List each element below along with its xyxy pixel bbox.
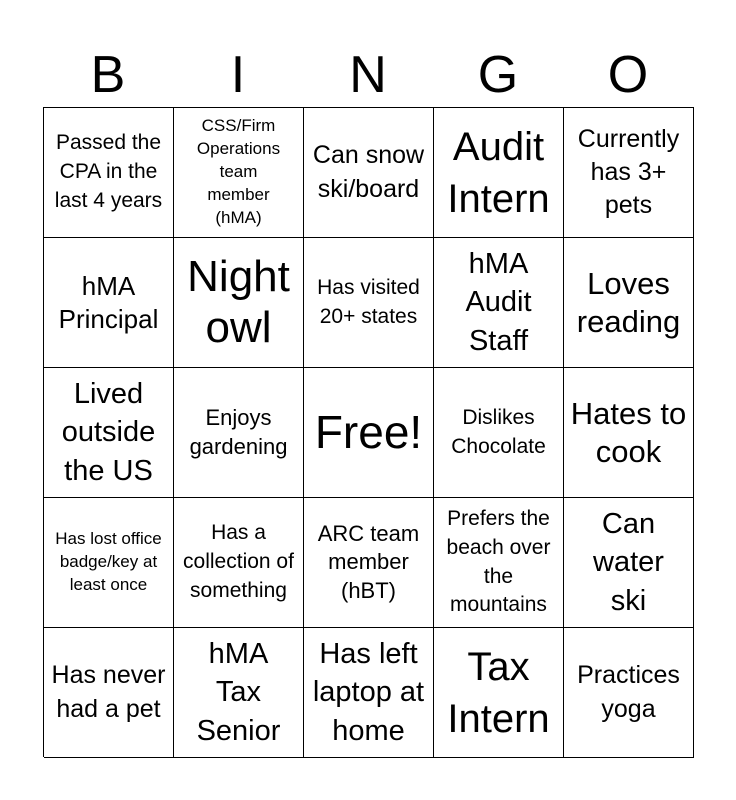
bingo-cell-r4-c4[interactable] (434, 498, 564, 628)
bingo-cell-r1-c5[interactable] (564, 108, 694, 238)
cell-text: Prefers the beach over the mountains (446, 506, 551, 617)
cell-text: Can snow ski/board (312, 141, 425, 203)
header-letter-b: B (90, 46, 126, 104)
header-letter-n: N (349, 46, 387, 104)
bingo-cell-r2-c1[interactable] (44, 238, 174, 368)
cell-text: Currently has 3+ pets (577, 124, 680, 220)
cell-text: Hates to cook (570, 396, 687, 469)
header-letter-i: I (230, 46, 246, 104)
bingo-cell-r5-c4[interactable] (434, 628, 564, 758)
bingo-cell-r5-c3[interactable] (304, 628, 434, 758)
bingo-cell-r5-c1[interactable] (44, 628, 174, 758)
bingo-cell-r5-c5[interactable] (564, 628, 694, 758)
cell-text: Night owl (187, 251, 290, 352)
cell-text: CSS/Firm Operations team member (hMA) (196, 116, 281, 227)
bingo-cell-r2-c4[interactable] (434, 238, 564, 368)
cell-text: hMA Principal (58, 271, 159, 334)
bingo-cell-r1-c1[interactable] (44, 108, 174, 238)
cell-text: Practices yoga (577, 661, 680, 723)
cell-text: Can water ski (593, 508, 664, 617)
bingo-header (43, 44, 693, 106)
bingo-cell-r2-c3[interactable] (304, 238, 434, 368)
cell-text: hMA Tax Senior (196, 638, 281, 747)
bingo-cell-r1-c3[interactable] (304, 108, 434, 238)
bingo-cell-r3-c3[interactable] (304, 368, 434, 498)
header-letter-g: G (477, 46, 519, 104)
cell-text: Has visited 20+ states (317, 275, 420, 328)
cell-text: Tax Intern (447, 644, 550, 741)
header-letter-o: O (607, 46, 649, 104)
cell-text: ARC team member (hBT) (317, 520, 420, 603)
cell-text: Passed the CPA in the last 4 years (54, 131, 163, 212)
cell-text: Has lost office badge/key at least once (55, 529, 162, 594)
cell-text: Enjoys gardening (189, 404, 288, 459)
cell-text: Has left laptop at home (312, 638, 425, 747)
cell-text: Has a collection of something (183, 521, 294, 602)
bingo-cell-r1-c2[interactable] (174, 108, 304, 238)
bingo-cell-r3-c2[interactable] (174, 368, 304, 498)
bingo-cell-r3-c5[interactable] (564, 368, 694, 498)
cell-text: Dislikes Chocolate (451, 405, 546, 458)
cell-text: Loves reading (576, 266, 681, 339)
bingo-cell-r4-c2[interactable] (174, 498, 304, 628)
cell-text: Free! (314, 405, 423, 458)
bingo-cell-r1-c4[interactable] (434, 108, 564, 238)
cell-text: Has never had a pet (51, 661, 166, 723)
bingo-cell-r3-c4[interactable] (434, 368, 564, 498)
bingo-cell-r2-c5[interactable] (564, 238, 694, 368)
cell-text: hMA Audit Staff (465, 248, 532, 357)
bingo-cell-r4-c5[interactable] (564, 498, 694, 628)
bingo-cell-r4-c3[interactable] (304, 498, 434, 628)
cell-text: Lived outside the US (61, 378, 156, 487)
bingo-cell-r2-c2[interactable] (174, 238, 304, 368)
cell-text: Audit Intern (447, 124, 550, 221)
bingo-cell-r4-c1[interactable] (44, 498, 174, 628)
bingo-card (43, 107, 694, 757)
bingo-cell-r3-c1[interactable] (44, 368, 174, 498)
bingo-cell-r5-c2[interactable] (174, 628, 304, 758)
